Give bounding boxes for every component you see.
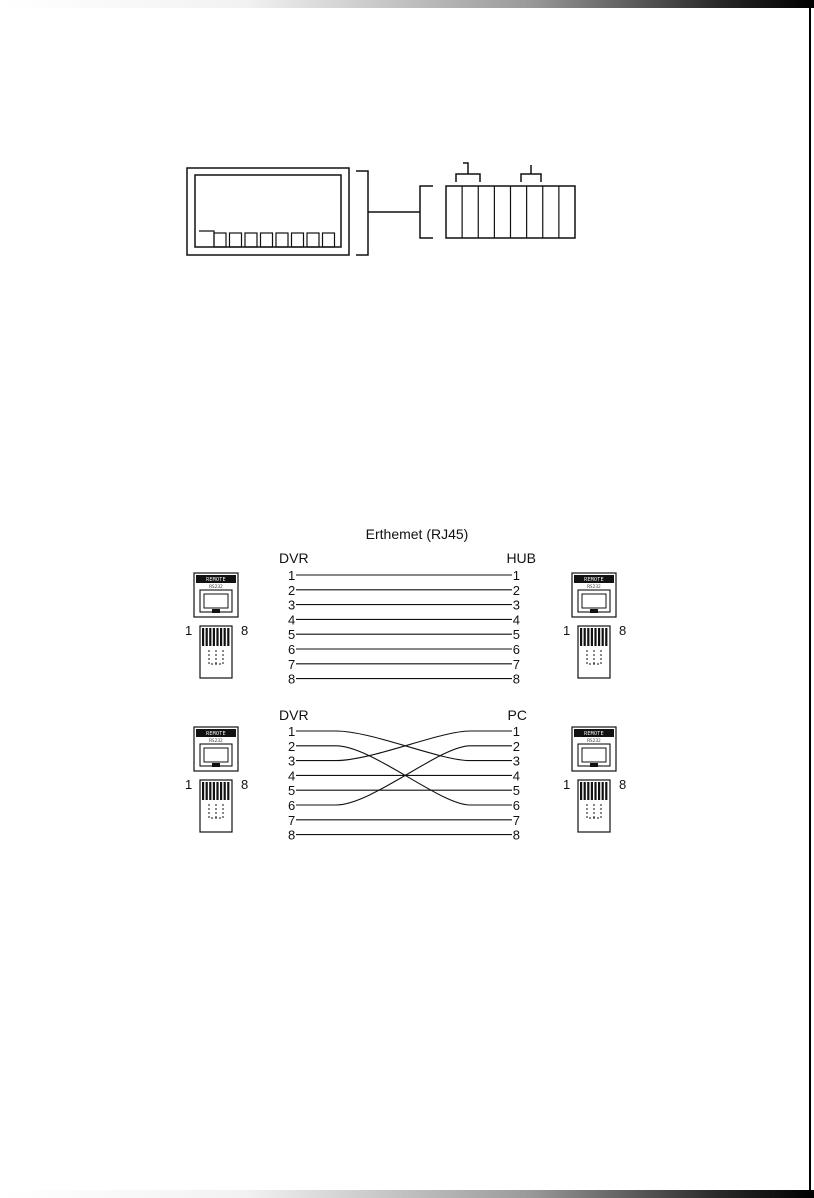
crossover-pin-left: 8 bbox=[288, 827, 296, 843]
diagram-title: Erthemet (RJ45) bbox=[365, 526, 469, 542]
port-key bbox=[590, 763, 598, 767]
straight-pin-right: 2 bbox=[512, 582, 520, 598]
crossover-pin-left: 7 bbox=[288, 812, 296, 828]
plug-contact-slot bbox=[292, 233, 304, 247]
plug-pin bbox=[580, 782, 582, 800]
plug-contact-slot bbox=[276, 233, 288, 247]
straight-pin-left: 8 bbox=[288, 671, 296, 687]
plug-pin bbox=[213, 782, 215, 800]
straight-pin-left: 6 bbox=[288, 642, 296, 657]
port-key bbox=[212, 609, 220, 613]
rj45-connector-detail bbox=[187, 163, 575, 255]
connector-brace-left bbox=[356, 171, 368, 255]
straight-pin-left: 1 bbox=[288, 568, 296, 583]
straight-pin-left: 7 bbox=[288, 656, 296, 672]
port-sub: RS232 bbox=[209, 739, 223, 744]
plug-pin bbox=[584, 782, 586, 800]
port-sub: RS232 bbox=[209, 585, 223, 590]
straight-pin-right: 8 bbox=[512, 671, 520, 687]
straight-pin-left: 5 bbox=[288, 627, 296, 643]
rj45-port-icon bbox=[185, 573, 248, 678]
rj45-port-icon bbox=[563, 573, 626, 678]
straight-pins-left bbox=[288, 568, 295, 687]
port-sub: RS232 bbox=[587, 739, 601, 744]
crossover-pins-left bbox=[288, 724, 295, 843]
plug-pin bbox=[213, 628, 215, 646]
plug-pin bbox=[216, 782, 218, 800]
rj45-plug-front bbox=[187, 168, 349, 255]
plug-pin bbox=[206, 782, 208, 800]
plug-pin-first: 1 bbox=[185, 777, 193, 792]
plug-latch bbox=[199, 231, 214, 247]
crossover-pin-right: 3 bbox=[512, 753, 520, 769]
plug-pin bbox=[224, 782, 226, 800]
plug-pin bbox=[602, 628, 604, 646]
crossover-left-label: DVR bbox=[279, 707, 309, 723]
straight-pins-right bbox=[513, 568, 520, 687]
plug-pin bbox=[591, 628, 593, 646]
straight-through-cable bbox=[279, 550, 536, 687]
plug-pin-last: 8 bbox=[241, 623, 249, 638]
crossover-right-label: PC bbox=[507, 707, 527, 723]
crossover-wires bbox=[296, 731, 512, 835]
plug-pin bbox=[605, 782, 607, 800]
port-tag: REMOTE bbox=[206, 731, 226, 737]
straight-pin-right: 3 bbox=[512, 597, 520, 613]
crossover-pins-right bbox=[513, 724, 520, 843]
pair-bracket-a bbox=[456, 163, 480, 182]
port-tag: REMOTE bbox=[206, 577, 226, 583]
straight-right-label: HUB bbox=[506, 550, 536, 566]
rj45-port-icon bbox=[563, 727, 626, 832]
plug-pin bbox=[227, 782, 229, 800]
crossover-pin-right: 8 bbox=[512, 827, 520, 843]
plug-pin-last: 8 bbox=[241, 777, 249, 792]
crossover-pin-right: 7 bbox=[512, 812, 520, 828]
straight-wires bbox=[296, 575, 512, 679]
plug-contact-slot bbox=[230, 233, 242, 247]
crossover-pin-right: 1 bbox=[512, 724, 520, 739]
plug-pin bbox=[594, 628, 596, 646]
crossover-pin-left: 2 bbox=[288, 738, 296, 754]
straight-pin-left: 4 bbox=[288, 612, 296, 628]
plug-pin bbox=[587, 782, 589, 800]
plug-pin bbox=[598, 782, 600, 800]
straight-pin-left: 2 bbox=[288, 582, 296, 598]
plug-pin bbox=[584, 628, 586, 646]
plug-contact-slot bbox=[307, 233, 319, 247]
straight-pin-right: 5 bbox=[512, 627, 520, 643]
plug-pin bbox=[580, 628, 582, 646]
plug-contact-slot bbox=[214, 233, 226, 247]
plug-pin bbox=[224, 628, 226, 646]
connector-brace-right bbox=[420, 186, 433, 238]
straight-pin-right: 4 bbox=[512, 612, 520, 628]
crossover-pin-left: 3 bbox=[288, 753, 296, 769]
straight-pin-left: 3 bbox=[288, 597, 296, 613]
straight-pin-right: 1 bbox=[512, 568, 520, 583]
plug-pin bbox=[209, 628, 211, 646]
rj45-contact-strip bbox=[446, 186, 575, 238]
port-key bbox=[590, 609, 598, 613]
plug-pin bbox=[202, 628, 204, 646]
plug-pin bbox=[227, 628, 229, 646]
plug-pin bbox=[216, 628, 218, 646]
straight-pin-right: 7 bbox=[512, 656, 520, 672]
port-tag: REMOTE bbox=[584, 731, 604, 737]
plug-pin-first: 1 bbox=[563, 777, 571, 792]
pair-bracket-b bbox=[521, 165, 541, 182]
plug-pin bbox=[202, 782, 204, 800]
plug-pin-first: 1 bbox=[185, 623, 193, 638]
straight-pin-right: 6 bbox=[512, 642, 520, 657]
crossover-pin-left: 5 bbox=[288, 783, 296, 799]
port-sub: RS232 bbox=[587, 585, 601, 590]
plug-pin-first: 1 bbox=[563, 623, 571, 638]
plug-pin bbox=[206, 628, 208, 646]
plug-pin bbox=[605, 628, 607, 646]
plug-pin bbox=[220, 782, 222, 800]
plug-contact-slot bbox=[245, 233, 257, 247]
plug-pin bbox=[591, 782, 593, 800]
plug-pin bbox=[587, 628, 589, 646]
plug-contact-slot bbox=[323, 233, 335, 247]
ethernet-wiring-diagram bbox=[185, 526, 626, 843]
crossover-pin-left: 4 bbox=[288, 768, 296, 784]
plug-contact-slot bbox=[261, 233, 273, 247]
plug-pin bbox=[209, 782, 211, 800]
plug-pin bbox=[602, 782, 604, 800]
plug-pin-last: 8 bbox=[619, 623, 627, 638]
plug-pin bbox=[598, 628, 600, 646]
plug-pin-last: 8 bbox=[619, 777, 627, 792]
plug-pin bbox=[594, 782, 596, 800]
crossover-pin-left: 1 bbox=[288, 724, 296, 739]
crossover-pin-left: 6 bbox=[288, 798, 296, 813]
crossover-pin-right: 4 bbox=[512, 768, 520, 784]
port-key bbox=[212, 763, 220, 767]
crossover-pin-right: 2 bbox=[512, 738, 520, 754]
plug-pin bbox=[220, 628, 222, 646]
crossover-cable bbox=[279, 707, 527, 843]
straight-left-label: DVR bbox=[279, 550, 309, 566]
crossover-pin-right: 5 bbox=[512, 783, 520, 799]
crossover-pin-right: 6 bbox=[512, 798, 520, 813]
port-tag: REMOTE bbox=[584, 577, 604, 583]
rj45-port-icon bbox=[185, 727, 248, 832]
